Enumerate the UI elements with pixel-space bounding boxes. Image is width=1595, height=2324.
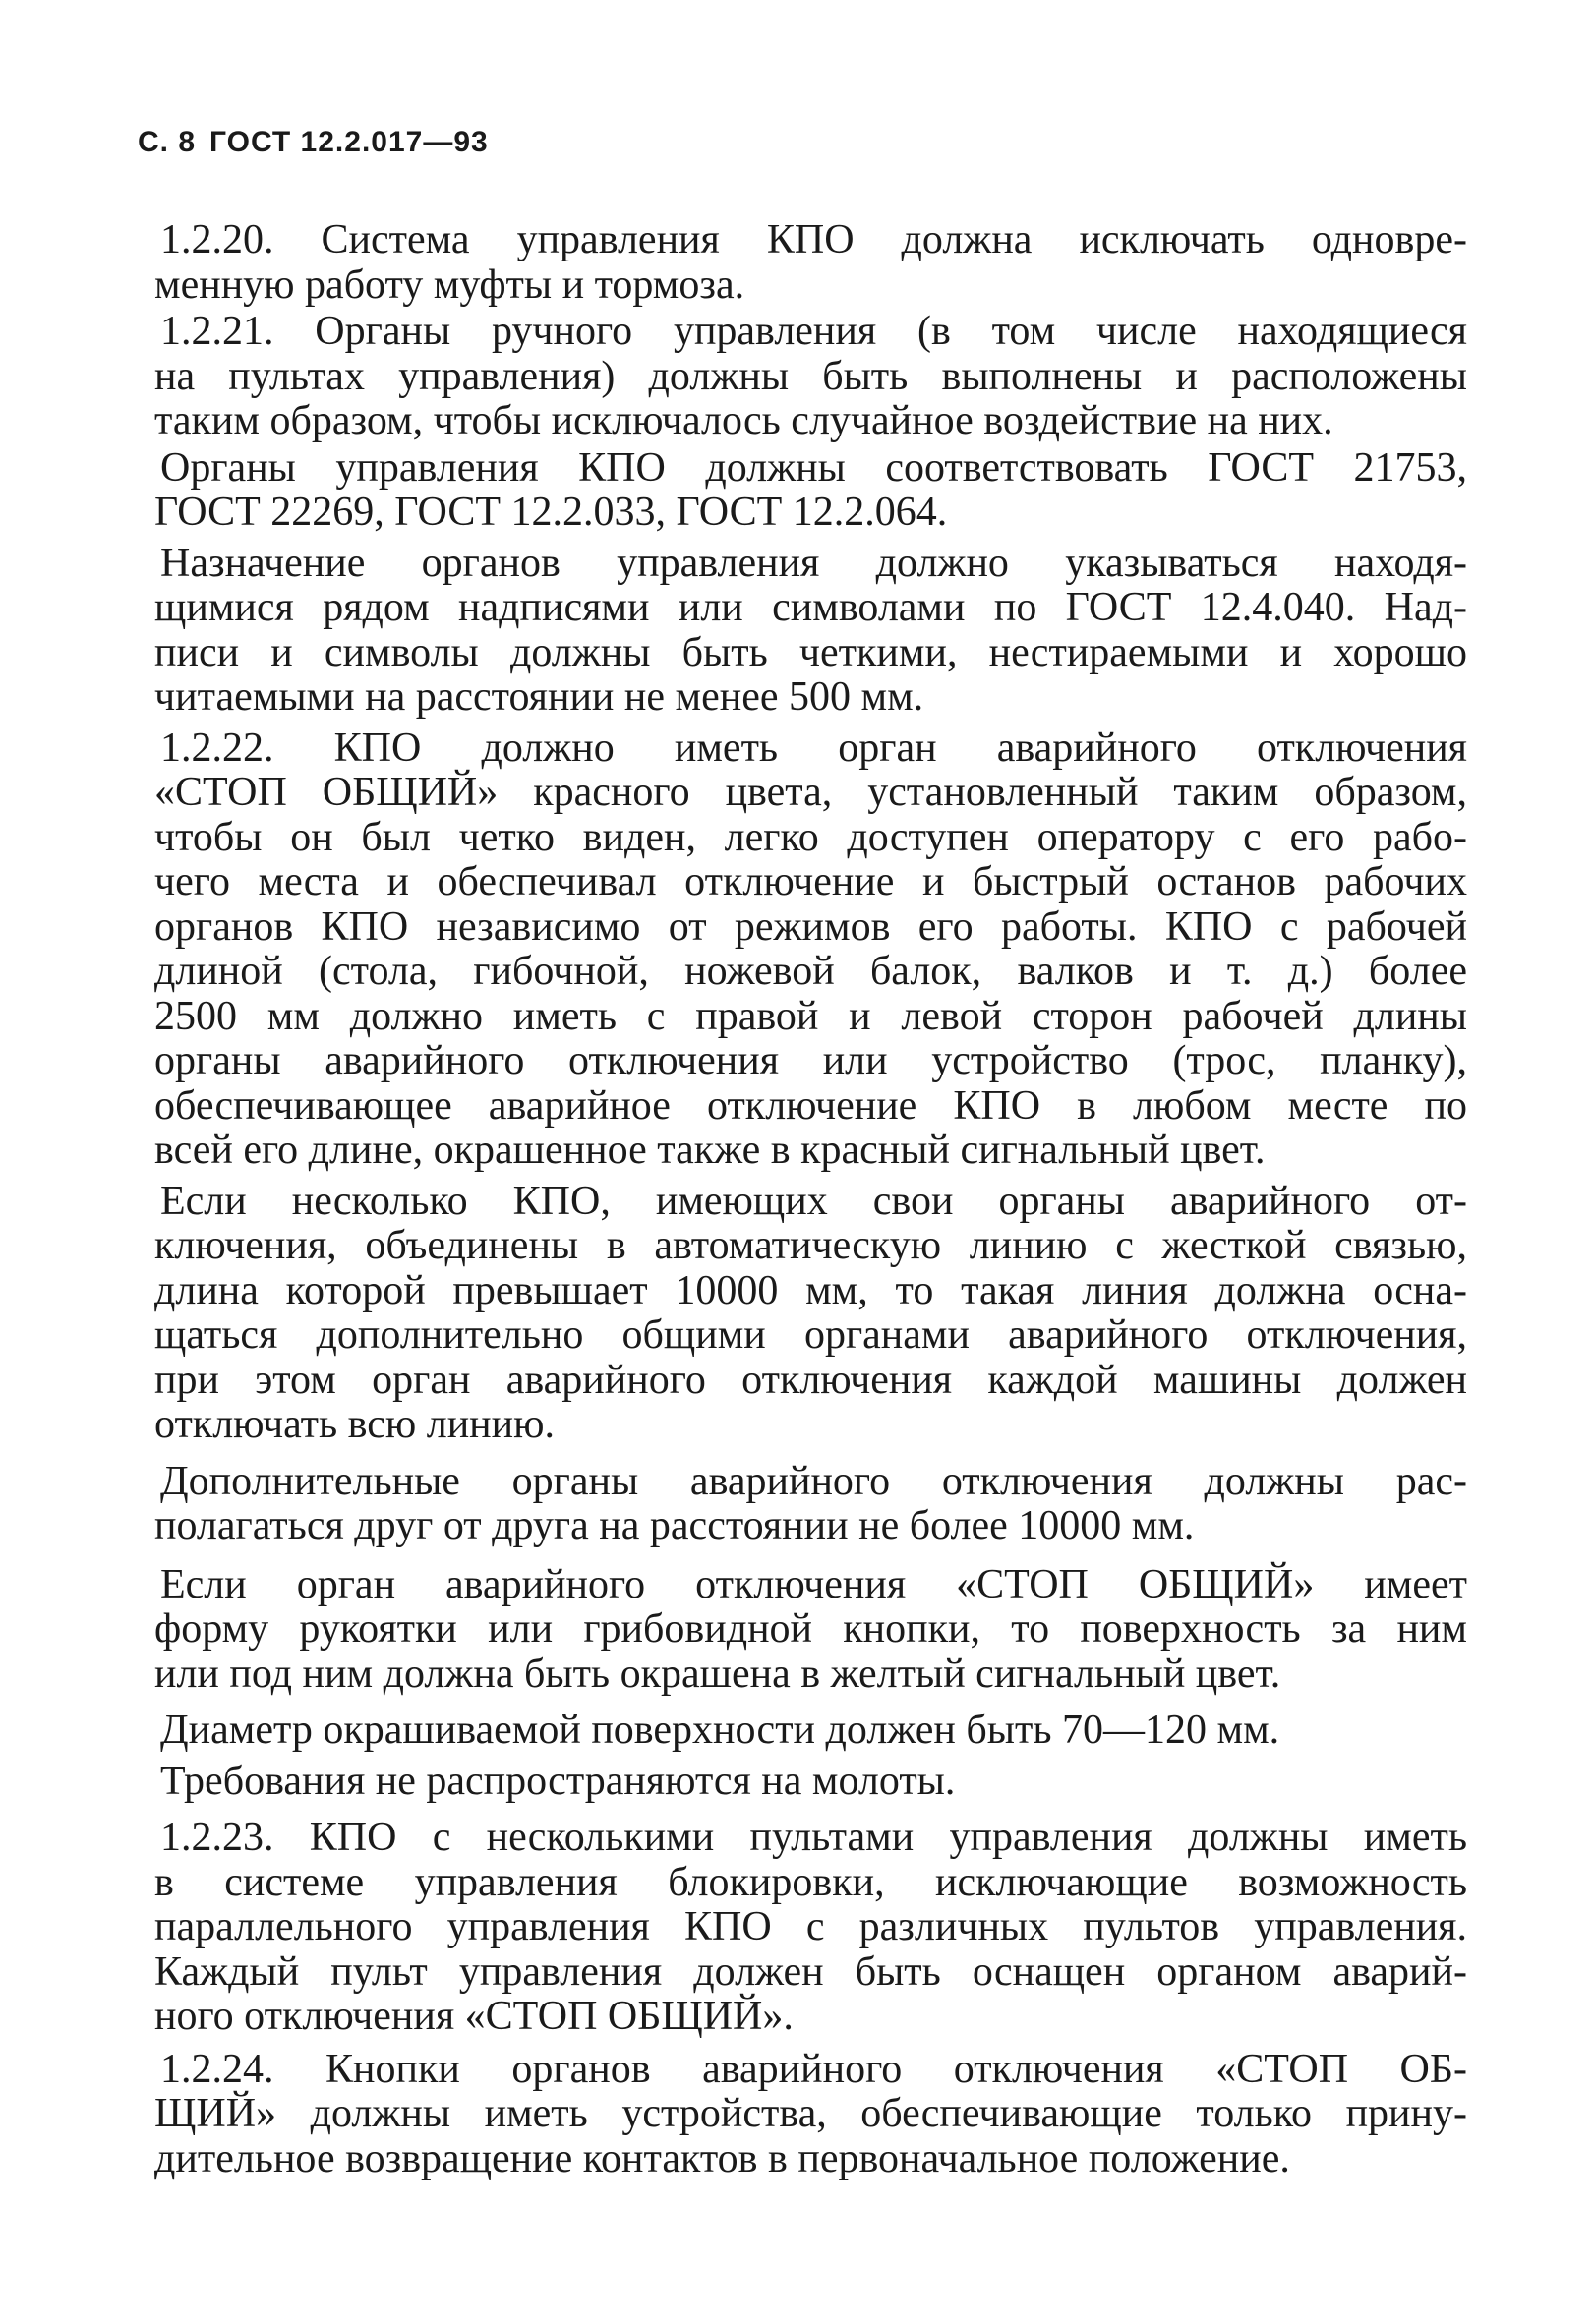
text-line: Назначение органов управления должно указываться находя- — [160, 540, 1467, 586]
paragraph — [149, 2048, 1467, 2182]
text-line: полагаться друг от друга на расстоянии не более 10000 мм. — [154, 1503, 1195, 1548]
paragraph — [149, 1460, 1467, 1549]
document-body — [149, 218, 1467, 2181]
paragraph — [149, 542, 1467, 721]
paragraph — [149, 1563, 1467, 1698]
text-line: Если несколько КПО, имеющих свои органы аварийного от- — [160, 1178, 1467, 1224]
text-line: 1.2.20. Система управления КПО должна исключать одновре- — [160, 217, 1467, 262]
paragraph — [149, 1709, 1467, 1754]
text-line: чтобы он был четко виден, легко доступен оператору с его рабо- — [154, 814, 1467, 860]
text-line: параллельного управления КПО с различных пультов управления. — [154, 1904, 1467, 1949]
text-line: «СТОП ОБЩИЙ» красного цвета, установленный таким образом, — [154, 770, 1467, 815]
text-line: Органы управления КПО должны соответствовать ГОСТ 21753, — [160, 444, 1467, 491]
standard-code: ГОСТ 12.2.017—93 — [209, 126, 489, 158]
text-line: таким образом, чтобы исключалось случайное воздействие на них. — [154, 398, 1333, 443]
text-line: писи и символы должны быть четкими, нестираемыми и хорошо — [154, 629, 1467, 675]
text-line: Диаметр окрашиваемой поверхности должен быть 70—120 мм. — [160, 1708, 1280, 1753]
text-line: при этом орган аварийного отключения каждой машины должен — [154, 1357, 1467, 1403]
text-line: или под ним должна быть окрашена в желтый сигнальный цвет. — [154, 1651, 1281, 1697]
text-line: 1.2.22. КПО должно иметь орган аварийного отключения — [160, 725, 1467, 771]
text-line: ЩИЙ» должны иметь устройства, обеспечивающие только прину- — [154, 2091, 1467, 2136]
text-line: всей его длине, окрашенное также в красный сигнальный цвет. — [154, 1128, 1266, 1173]
text-line: обеспечивающее аварийное отключение КПО в любом месте по — [154, 1082, 1467, 1129]
text-line: щаться дополнительно общими органами аварийного отключения, — [154, 1312, 1467, 1358]
text-line: 1.2.24. Кнопки органов аварийного отключения «СТОП ОБ- — [160, 2046, 1467, 2092]
text-line: менную работу муфты и тормоза. — [154, 261, 745, 308]
text-line: Дополнительные органы аварийного отключения должны рас- — [160, 1458, 1467, 1504]
text-line: чего места и обеспечивал отключение и быстрый останов рабочих — [154, 859, 1467, 904]
text-line: форму рукоятки или грибовидной кнопки, то поверхность за ним — [154, 1606, 1467, 1652]
paragraph-gap — [149, 1448, 1467, 1460]
text-line: Каждый пульт управления должен быть оснащен органом аварий- — [154, 1948, 1467, 1995]
text-line: 1.2.21. Органы ручного управления (в том числе находящиеся — [160, 309, 1467, 354]
paragraph — [149, 310, 1467, 444]
text-line: ключения, объединены в автоматическую линию с жесткой связью, — [154, 1223, 1467, 1268]
page-number: С. 8 — [138, 126, 197, 158]
text-line: в системе управления блокировки, исключающие возможность — [154, 1859, 1467, 1905]
text-line: дительное возвращение контактов в первоначальное положение. — [154, 2135, 1290, 2181]
paragraph — [149, 1760, 1467, 1805]
text-line: длиной (стола, гибочной, ножевой балок, валков и т. д.) более — [154, 949, 1467, 994]
text-line: ного отключения «СТОП ОБЩИЙ». — [154, 1994, 794, 2039]
text-line: на пультах управления) должны быть выполнены и расположены — [154, 353, 1467, 399]
text-line: 1.2.23. КПО с несколькими пультами управления должны иметь — [160, 1815, 1467, 1860]
text-line: Если орган аварийного отключения «СТОП ОБЩИЙ» имеет — [160, 1561, 1467, 1607]
paragraph — [149, 1816, 1467, 2040]
page-header — [138, 126, 489, 159]
text-line: Требования не распространяются на молоты. — [160, 1758, 956, 1804]
paragraph-gap — [149, 1549, 1467, 1563]
text-line: органы аварийного отключения или устройство (трос, планку), — [154, 1038, 1467, 1083]
text-line: щимися рядом надписями или символами по ГОСТ 12.4.040. Над- — [154, 585, 1467, 630]
text-line: органов КПО независимо от режимов его работы. КПО с рабочей — [154, 903, 1467, 950]
text-line: ГОСТ 22269, ГОСТ 12.2.033, ГОСТ 12.2.064. — [154, 490, 948, 535]
text-line: отключать всю линию. — [154, 1402, 555, 1447]
text-line: длина которой превышает 10000 мм, то такая линия должна осна- — [154, 1267, 1467, 1313]
text-line: 2500 мм должно иметь с правой и левой сторон рабочей длины — [154, 993, 1467, 1039]
paragraph — [149, 726, 1467, 1174]
paragraph — [149, 1180, 1467, 1448]
paragraph — [149, 218, 1467, 308]
paragraph — [149, 446, 1467, 536]
text-line: читаемыми на расстоянии не менее 500 мм. — [154, 674, 924, 720]
